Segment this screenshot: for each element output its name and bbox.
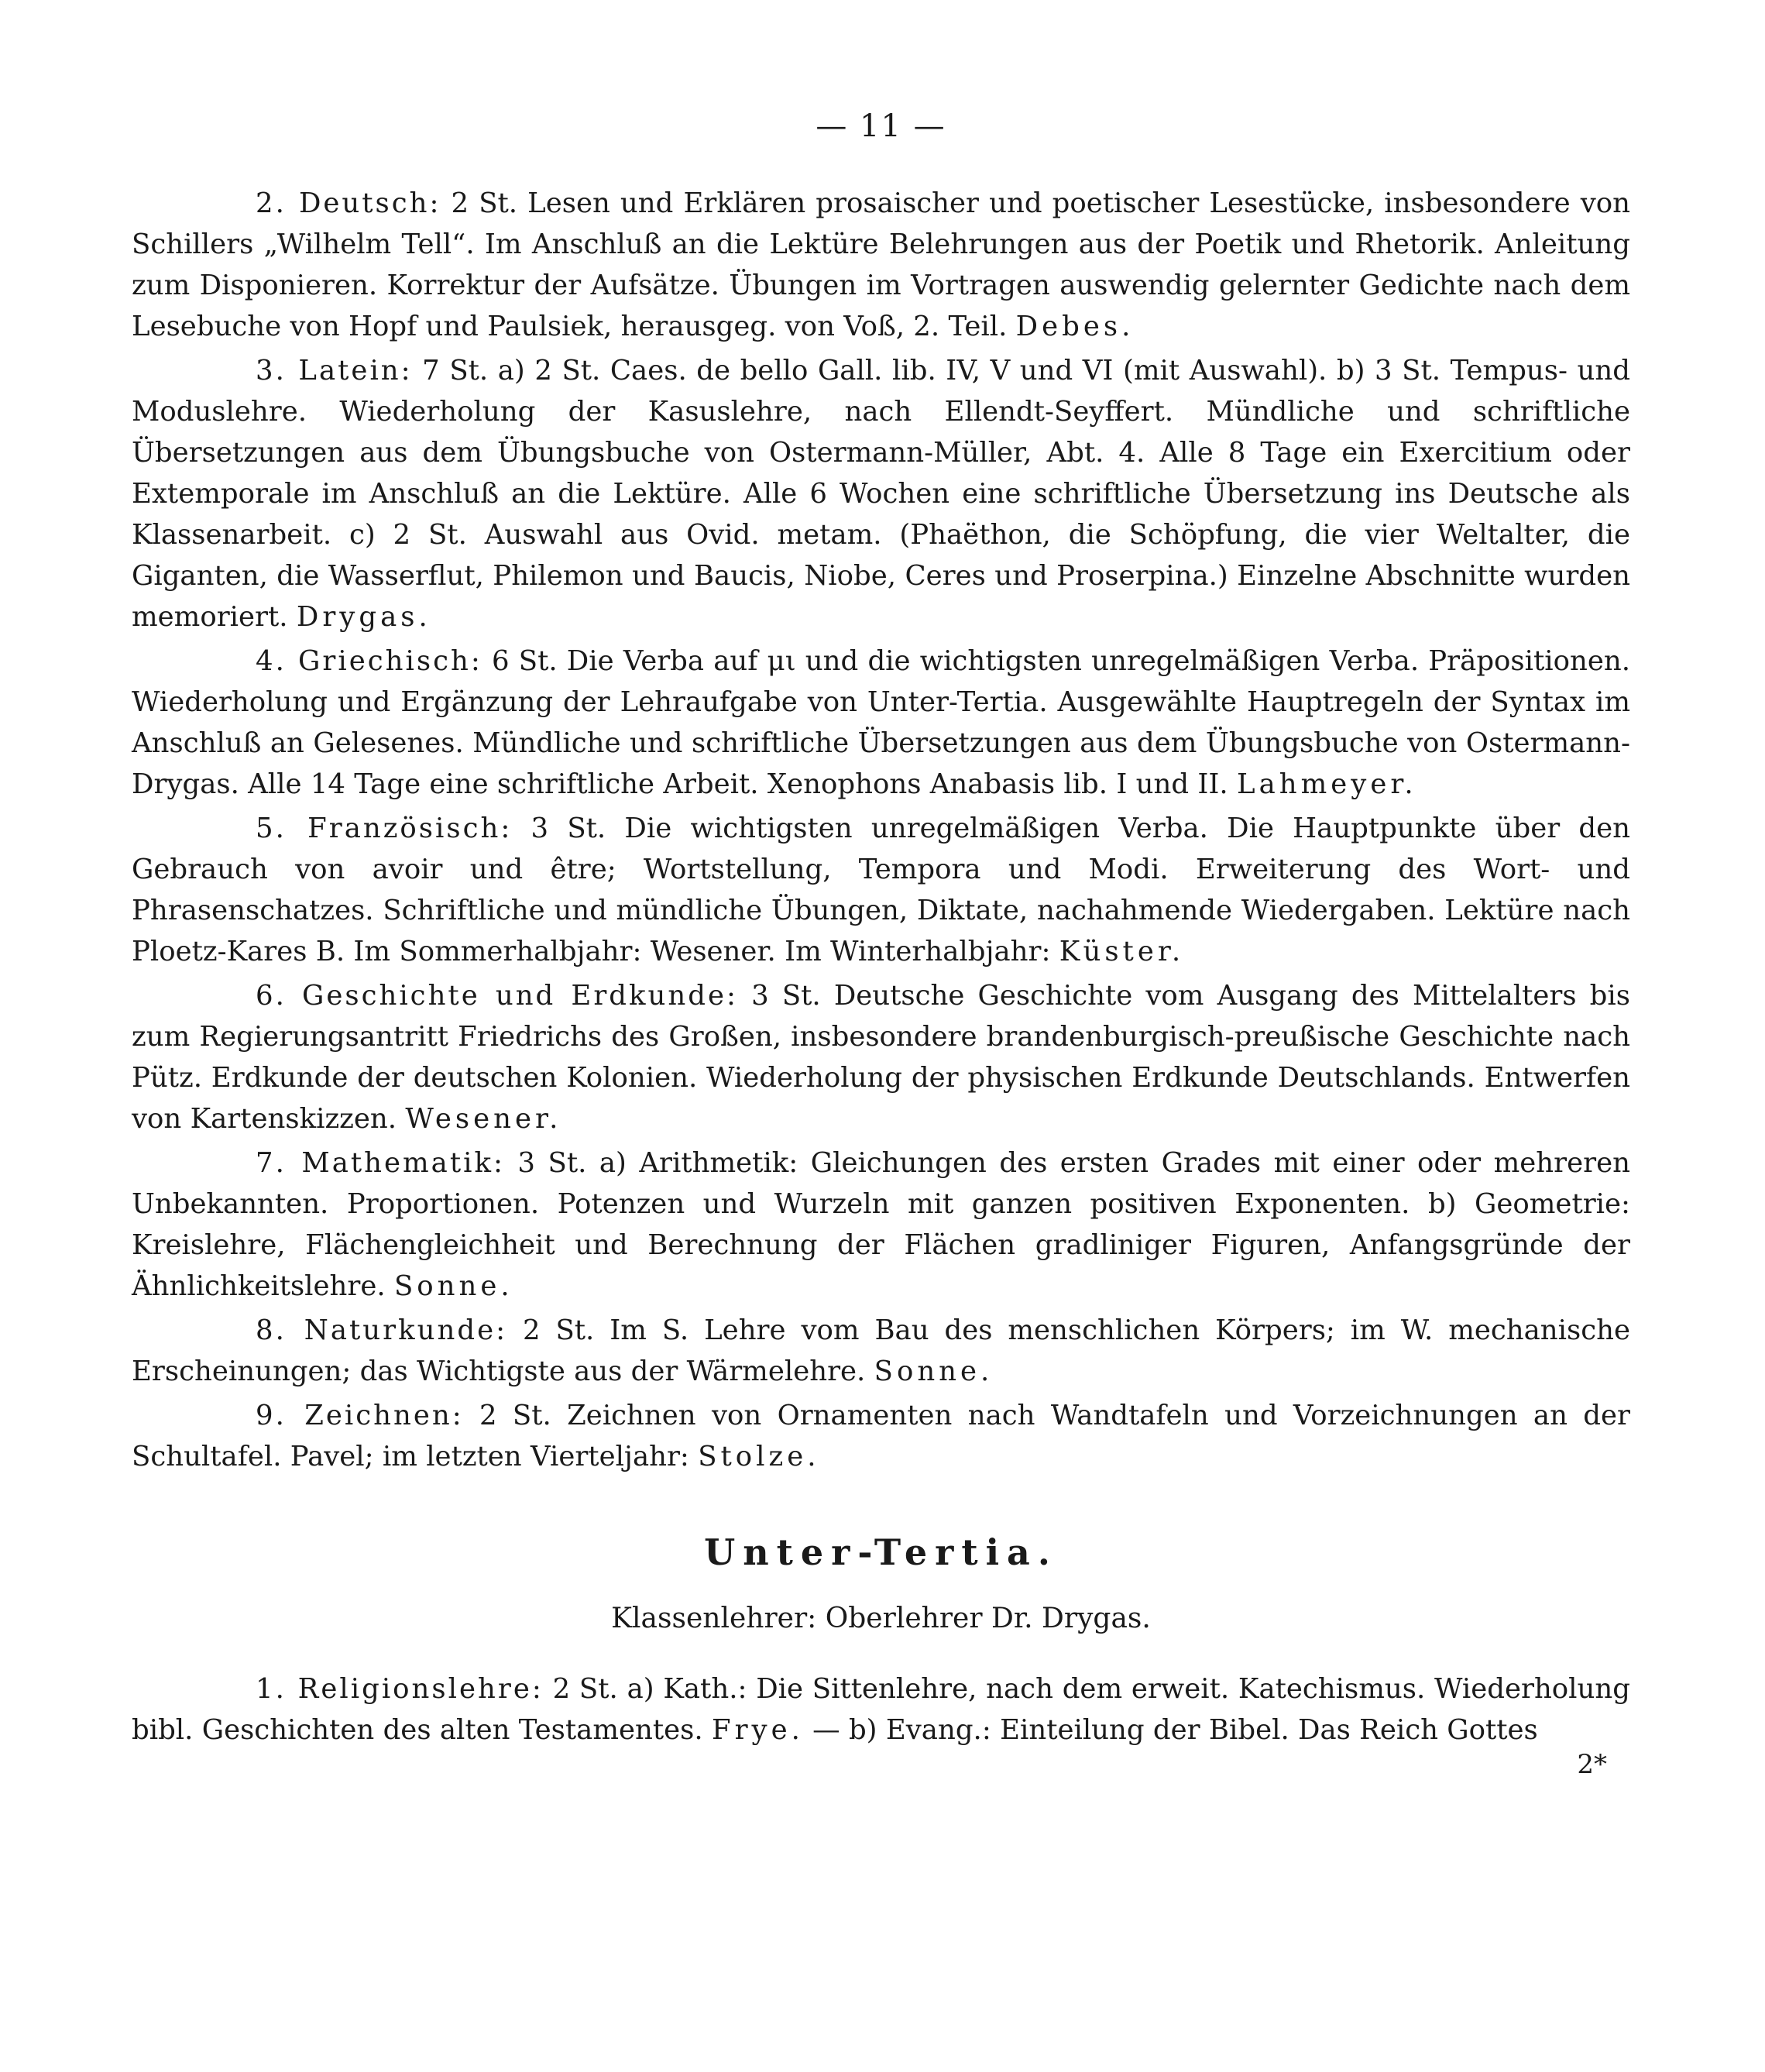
- subject-title: 9. Zeichnen:: [256, 1400, 464, 1431]
- subject-title: 1. Religionslehre:: [256, 1673, 544, 1705]
- teacher-name: Lahmeyer.: [1237, 768, 1417, 800]
- sheet-signature: 2*: [1577, 1749, 1607, 1780]
- class-teacher: Klassenlehrer: Oberlehrer Dr. Drygas.: [611, 1603, 1151, 1634]
- subject-title: 7. Mathematik:: [256, 1147, 505, 1179]
- subject-text: 2 St. Zeichnen von Ornamenten nach Wandtafeln und Vorzeichnungen an der Schultafel. Pavel; im letzten Vierteljahr:: [132, 1400, 1630, 1472]
- subject-text: 7 St. a) 2 St. Caes. de bello Gall. lib. IV, V und VI (mit Auswahl). b) 3 St. Tempus- und Moduslehre. Wiederholung der Kasuslehre, nach Ellendt-Seyffert. Mündliche und schriftliche Übersetzungen aus dem Übungsbuche von Ostermann-Müller, Abt. 4. Alle 8 Tage ein Exercitium oder Extemporale im Anschluß an die Lektüre. Alle 6 Wochen eine schriftliche Übersetzung ins Deutsche als Klassenarbeit. c) 2 St. Auswahl aus Ovid. metam. (Phaëthon, die Schöpfung, die vier Weltalter, die Giganten, die Wasserflut, Philemon und Baucis, Niobe, Ceres und Proserpina.) Einzelne Abschnitte wurden memoriert.: [132, 355, 1630, 633]
- subject-text: 2 St. Im S. Lehre vom Bau des menschlichen Körpers; im W. mechanische Erscheinungen; das Wichtigste aus der Wärmelehre.: [132, 1314, 1630, 1387]
- subject-title: 3. Latein:: [256, 355, 413, 387]
- subject-text: 3 St. Die wichtigsten unregelmäßigen Verba. Die Hauptpunkte über den Gebrauch von avoir und être; Wortstellung, Tempora und Modi. Erweiterung des Wort- und Phrasenschatzes. Schriftliche und mündliche Übungen, Diktate, nachahmende Wiedergaben. Lektüre nach Ploetz-Kares B. Im Sommerhalbjahr: Wesener. Im Winterhalbjahr:: [132, 813, 1630, 967]
- subject-latin: [132, 350, 1630, 637]
- teacher-name: Sonne.: [393, 1270, 513, 1302]
- subject-title: 2. Deutsch:: [256, 187, 441, 219]
- subject-title: 4. Griechisch:: [256, 645, 482, 677]
- page-number: — 11 —: [816, 108, 946, 144]
- subject-title: 5. Französisch:: [256, 813, 513, 844]
- subject-german: [132, 183, 1630, 347]
- teacher-name: Sonne.: [874, 1356, 994, 1387]
- teacher-name: Debes.: [1015, 311, 1135, 342]
- subject-natural-science: [132, 1310, 1630, 1392]
- subject-mathematics: [132, 1143, 1630, 1307]
- document-page: [132, 93, 1630, 2014]
- subject-greek: [132, 641, 1630, 805]
- subject-title: 8. Naturkunde:: [256, 1314, 508, 1346]
- subject-text-continued: — b) Evang.: Einteilung der Bibel. Das Reich Gottes: [803, 1714, 1538, 1746]
- teacher-name: Frye.: [711, 1714, 804, 1746]
- teacher-name: Stolze.: [698, 1441, 820, 1472]
- subject-text: 3 St. a) Arithmetik: Gleichungen des ersten Grades mit einer oder mehreren Unbekannten. Proportionen. Potenzen und Wurzeln mit ganzen positiven Exponenten. b) Geometrie: Kreislehre, Flächengleichheit und Berechnung der Flächen gradliniger Figuren, Anfangsgründe der Ähnlichkeitslehre.: [132, 1147, 1630, 1302]
- subject-title: 6. Geschichte und Erdkunde:: [256, 980, 738, 1012]
- subject-religion: [132, 1668, 1630, 1751]
- teacher-name: Küster.: [1059, 936, 1185, 967]
- subject-text: 2 St. Lesen und Erklären prosaischer und poetischer Lesestücke, insbesondere von Schillers „Wilhelm Tell“. Im Anschluß an die Lektüre Belehrungen aus der Poetik und Rhetorik. Anleitung zum Disponieren. Korrektur der Aufsätze. Übungen im Vortragen auswendig gelernter Gedichte nach dem Lesebuche von Hopf und Paulsiek, herausgeg. von Voß, 2. Teil.: [132, 187, 1630, 342]
- section-title: Unter-Tertia.: [704, 1531, 1058, 1573]
- subject-drawing: [132, 1395, 1630, 1477]
- subject-history-geography: [132, 975, 1630, 1139]
- subject-text: 6 St. Die Verba auf μι und die wichtigsten unregelmäßigen Verba. Präpositionen. Wiederholung und Ergänzung der Lehraufgabe von Unter-Tertia. Ausgewählte Hauptregeln der Syntax im Anschluß an Gelesenes. Mündliche und schriftliche Übersetzungen aus dem Übungsbuche von Ostermann-Drygas. Alle 14 Tage eine schriftliche Arbeit. Xenophons Anabasis lib. I und II.: [132, 645, 1630, 800]
- subject-french: [132, 808, 1630, 972]
- teacher-name: Drygas.: [296, 601, 431, 633]
- subject-text: 3 St. Deutsche Geschichte vom Ausgang des Mittelalters bis zum Regierungsantritt Friedrichs des Großen, insbesondere brandenburgisch-preußische Geschichte nach Pütz. Erdkunde der deutschen Kolonien. Wiederholung der physischen Erdkunde Deutschlands. Entwerfen von Kartenskizzen.: [132, 980, 1630, 1135]
- subject-text: 2 St. a) Kath.: Die Sittenlehre, nach dem erweit. Katechismus. Wiederholung bibl. Geschichten des alten Testamentes.: [132, 1673, 1630, 1746]
- teacher-name: Wesener.: [405, 1103, 562, 1135]
